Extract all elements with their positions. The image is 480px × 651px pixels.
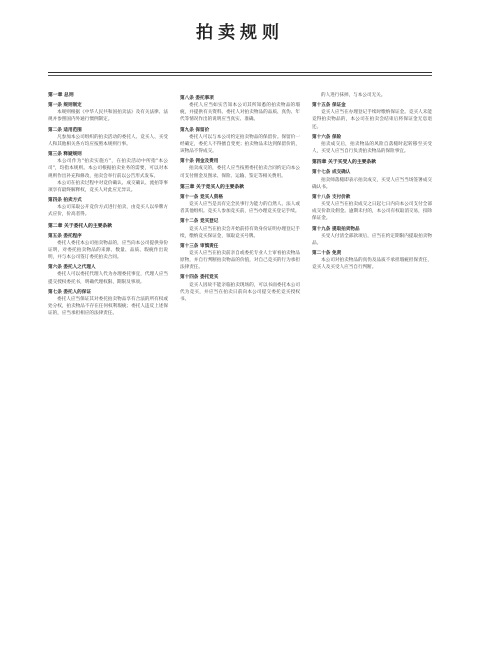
article-heading: 第三条 释疑规则 (48, 152, 82, 158)
article-heading: 第十八条 支付价款 (312, 194, 351, 200)
article-paragraph: 竞买人应当是具有完全民事行为能力的自然人、法人或者其他组织。竞买人参加竞买前，应当办理竞买登记手续。 (180, 202, 300, 215)
article-heading: 第十三条 审慎责任 (180, 243, 219, 249)
article-paragraph: 凡参加本公司组织的拍卖活动的委托人、竞买人、买受人和其他相关各方均应按照本规则行事。 (48, 134, 168, 147)
article-paragraph: 竞买人应当在拍卖前亲自或委托专业人士审看拍卖物品原物，并自行判断拍卖物品的价值，对自己竞买的行为承担法律责任。 (180, 250, 300, 271)
article-heading: 第十条 佣金及费用 (180, 159, 219, 165)
chapter-heading: 第三章 关于竞买人的主要条款 (180, 184, 245, 190)
article-paragraph: 委托人应当保证其对委托拍卖物品享有合法的所有权或处分权，拍卖物品不存在任何权利瑕疵；委托人违反上述保证的，应当承担相应的法律责任。 (48, 296, 168, 317)
article-paragraph: 买受人应当在拍卖成交之日起七日内向本公司支付全部成交价款及佣金。逾期未付的，本公司有权取消交易，扣除保证金。 (312, 202, 432, 222)
article-heading: 第十五条 保证金 (312, 103, 346, 109)
chapter-heading: 第一章 总则 (48, 93, 74, 98)
article-heading: 第十一条 竞买人资格 (180, 194, 223, 200)
article-paragraph: 拍卖成交的，委托人应当按照委托拍卖合同约定向本公司支付佣金及图录、保险、运输、鉴定等相关费用。 (180, 166, 300, 179)
page-title: 拍卖规则 (196, 23, 284, 43)
article-paragraph: 竞买人应当在拍卖会开始前持有效身份证明办理登记手续，缴纳竞买保证金，领取竞买号牌。 (180, 226, 300, 239)
chapter-heading: 第二章 关于委托人的主要条款 (48, 223, 113, 229)
article-heading: 第七条 委托人的保证 (48, 289, 91, 295)
article-paragraph: 拍卖师落槌即表示拍卖成交，买受人应当当场签署成交确认书。 (312, 177, 432, 190)
article-paragraph: 委托人可以与本公司约定拍卖物品的保留价。保留价一经确定，委托人不得擅自变更；拍卖物品未达到保留价的，该物品不得成交。 (180, 134, 300, 155)
article-paragraph: 竞买人因故不能亲临拍卖现场的，可以书面委托本公司代为竞买，并应当在拍卖日前向本公司提交委托竞买授权书。 (180, 282, 300, 302)
article-heading: 第十六条 保险 (312, 134, 342, 140)
article-paragraph: 委托人可以委托代理人代为办理委托事宜，代理人应当提交授权委托书，明确代理权限、期限及事项。 (48, 272, 168, 285)
article-paragraph: 本公司作为"拍卖实施方"，在拍卖活动中所指"本公司"，均指本规则。本公司根据拍卖业务的需要，可以对本规则作出补充和修改，拍卖会举行前以公告形式发布。 (48, 159, 168, 179)
article-paragraph: 本规则根据《中华人民共和国拍卖法》及有关法律、法规并参照国内外通行惯例制定。 (48, 110, 168, 123)
text-column-3 (312, 92, 432, 632)
article-paragraph: 的人进行抹掉，与本公司无关。 (321, 93, 386, 98)
article-heading: 第八条 委托事项 (180, 96, 214, 101)
article-paragraph: 委托人委托本公司拍卖物品的，应当向本公司提供身份证明，对委托拍卖物品的来源、数量、品质、瑕疵作出说明，并与本公司签订委托拍卖合同。 (48, 240, 168, 261)
text-column-1 (48, 92, 168, 632)
article-heading: 第十九条 提取拍卖物品 (312, 226, 360, 232)
text-column-2 (180, 92, 300, 632)
article-paragraph: 买受人付清全部款项后，应当在约定期限内提取拍卖物品。 (312, 233, 432, 246)
article-heading: 第十七条 成交确认 (312, 170, 351, 176)
article-heading: 第九条 保留价 (180, 127, 210, 133)
article-heading: 第十四条 委托竞买 (180, 275, 219, 281)
article-paragraph: 本公司采取公开竞价方式进行拍卖，由竞买人以举牌方式应价，价高者得。 (48, 205, 168, 218)
article-heading: 第四条 拍卖方式 (48, 198, 82, 204)
article-paragraph: 本公司对拍卖物品的真伪及品质不承担瑕疵担保责任，竞买人及买受人应当自行判断。 (312, 258, 432, 271)
article-paragraph: 本公司在拍卖过程中对竞价确认、成交确认、流拍等事项享有最终解释权，竞买人对此应无异议。 (48, 180, 168, 193)
article-heading: 第六条 委托人之代理人 (48, 265, 96, 271)
title-rule-thin (48, 75, 432, 76)
chapter-heading: 第四章 关于买受人的主要条款 (312, 160, 377, 166)
article-paragraph: 竞买人应当在办理登记手续时缴纳保证金。竞买人未能竞得拍卖物品的，本公司在拍卖会结束后将保证金无息退还。 (312, 110, 432, 130)
article-paragraph: 拍卖成交后，拍卖物品的风险自落槌时起转移至买受人，买受人应当自行负责拍卖物品的保险事宜。 (312, 141, 432, 155)
article-heading: 第一条 规则制定 (48, 103, 82, 109)
article-heading: 第五条 委托程序 (48, 233, 82, 239)
article-heading: 第二十条 免责 (312, 250, 342, 256)
title-rule-thick (48, 72, 432, 73)
article-heading: 第二条 适用范围 (48, 127, 82, 133)
article-heading: 第十二条 竞买登记 (180, 219, 219, 225)
article-paragraph: 委托人应当如实告知本公司其所知悉的拍卖物品的瑕疵，并提供有关资料。委托人对拍卖物品的品质、真伪、年代等情况作出的说明应当真实、准确。 (180, 103, 300, 123)
